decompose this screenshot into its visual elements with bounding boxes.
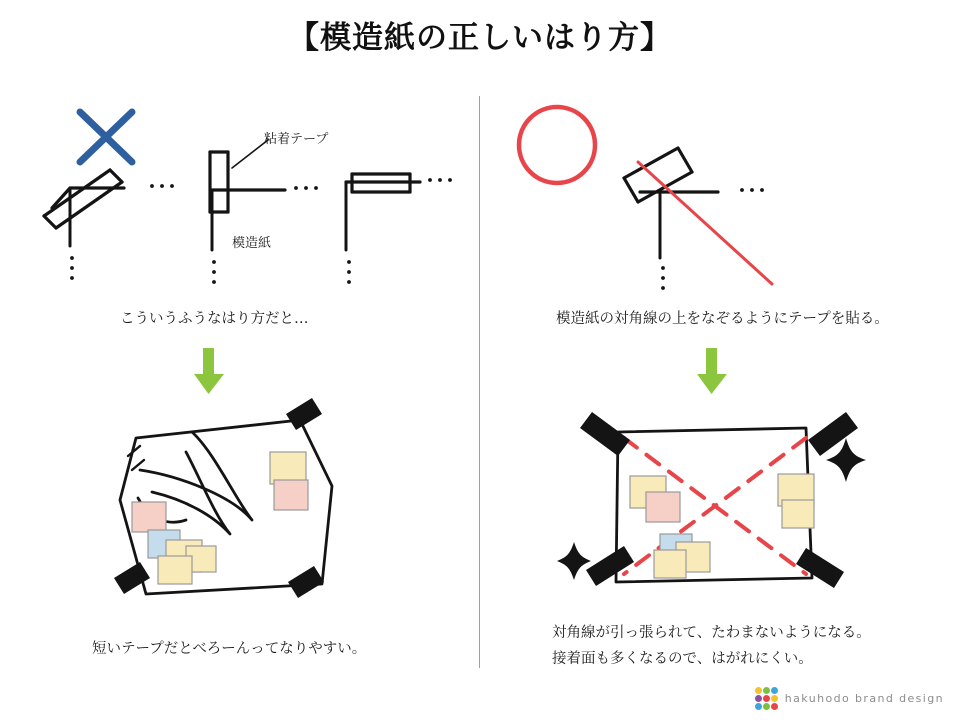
diagonal-line-red bbox=[638, 162, 772, 284]
footer-brand bbox=[755, 687, 944, 710]
label-paper: 模造紙 bbox=[232, 236, 272, 251]
brand-logo-icon bbox=[755, 687, 778, 710]
arrow-down-right bbox=[697, 348, 727, 394]
caption-left-bottom: 短いテープだとべろーんってなりやすい。 bbox=[92, 641, 367, 657]
poster-good bbox=[616, 428, 812, 582]
sticky-notes-left bbox=[132, 452, 308, 584]
sticky-notes-right bbox=[630, 474, 814, 578]
brand-text: hakuhodo brand design bbox=[784, 692, 944, 705]
poster-bad bbox=[120, 420, 332, 594]
motion-lines bbox=[128, 446, 144, 470]
arrow-down-left bbox=[194, 348, 224, 394]
caption-right-bottom-line2: 接着面も多くなるので、はがれにくい。 bbox=[552, 651, 813, 667]
tape-pieces-right bbox=[580, 412, 858, 588]
sparkle-icons bbox=[557, 438, 866, 580]
vertical-divider bbox=[479, 96, 480, 668]
caption-right-top: 模造紙の対角線の上をなぞるようにテープを貼る。 bbox=[556, 311, 889, 327]
label-tape: 粘着テープ bbox=[264, 132, 329, 147]
circle-mark bbox=[519, 107, 595, 183]
caption-left-top: こういうふうなはり方だと… bbox=[120, 311, 309, 327]
diagonals-dashed bbox=[624, 438, 806, 574]
tape-pieces-left bbox=[112, 398, 324, 598]
page-title: 【模造紙の正しいはり方】 bbox=[288, 20, 672, 56]
cross-mark bbox=[80, 112, 132, 162]
caption-right-bottom-line1: 対角線が引っ張られて、たわまないようになる。 bbox=[552, 625, 871, 641]
